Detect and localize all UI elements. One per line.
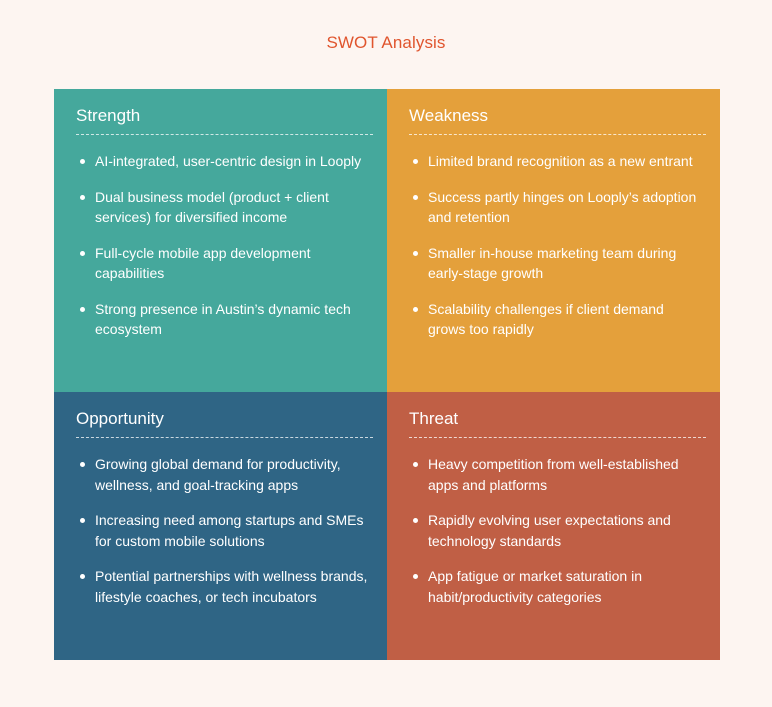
threat-item: Rapidly evolving user expectations and technology standards bbox=[409, 510, 704, 551]
weakness-item: Smaller in-house marketing team during early-stage growth bbox=[409, 243, 704, 284]
diagram-title: SWOT Analysis bbox=[326, 33, 446, 52]
weakness-list bbox=[409, 151, 704, 340]
weakness-item: Limited brand recognition as a new entrant bbox=[409, 151, 704, 172]
opportunity-item: Growing global demand for productivity, wellness, and goal-tracking apps bbox=[76, 454, 371, 495]
opportunity-item: Potential partnerships with wellness brands, lifestyle coaches, or tech incubators bbox=[76, 566, 371, 607]
weakness-quadrant bbox=[387, 89, 720, 392]
threat-title: Threat bbox=[409, 409, 706, 438]
opportunity-quadrant bbox=[54, 392, 387, 660]
strength-quadrant bbox=[54, 89, 387, 392]
threat-item: App fatigue or market saturation in habit/productivity categories bbox=[409, 566, 704, 607]
strength-item: Full-cycle mobile app development capabilities bbox=[76, 243, 371, 284]
strength-title: Strength bbox=[76, 106, 373, 135]
strength-item: Dual business model (product + client services) for diversified income bbox=[76, 187, 371, 228]
threat-item: Heavy competition from well-established apps and platforms bbox=[409, 454, 704, 495]
threat-quadrant bbox=[387, 392, 720, 660]
strength-list bbox=[76, 151, 371, 340]
opportunity-item: Increasing need among startups and SMEs for custom mobile solutions bbox=[76, 510, 371, 551]
opportunity-list bbox=[76, 454, 371, 607]
weakness-item: Success partly hinges on Looply’s adoption and retention bbox=[409, 187, 704, 228]
strength-item: AI-integrated, user-centric design in Looply bbox=[76, 151, 371, 172]
weakness-item: Scalability challenges if client demand grows too rapidly bbox=[409, 299, 704, 340]
threat-list bbox=[409, 454, 704, 607]
strength-item: Strong presence in Austin’s dynamic tech ecosystem bbox=[76, 299, 371, 340]
weakness-title: Weakness bbox=[409, 106, 706, 135]
swot-grid bbox=[54, 89, 720, 660]
opportunity-title: Opportunity bbox=[76, 409, 373, 438]
